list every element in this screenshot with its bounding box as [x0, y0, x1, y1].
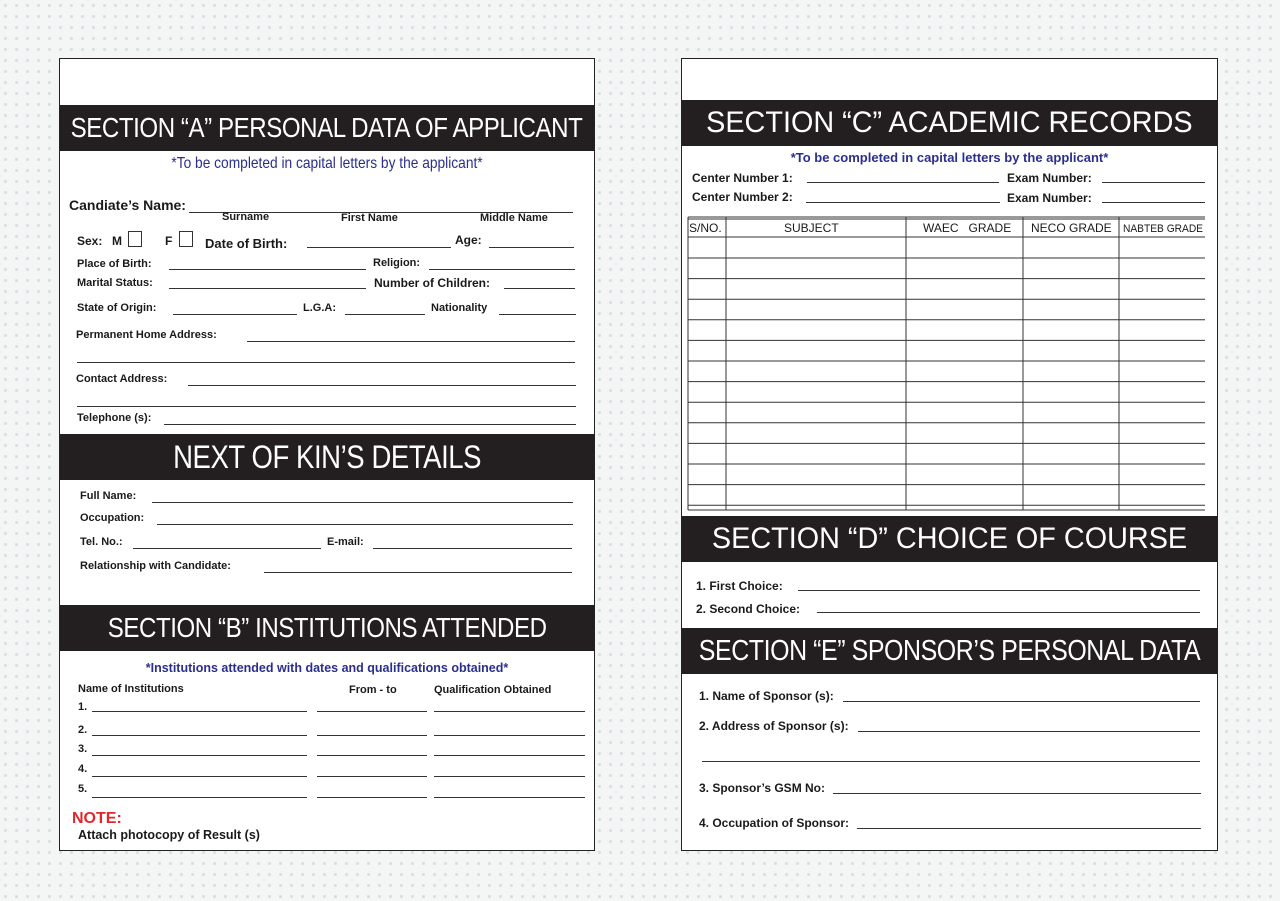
kin-occupation-field[interactable]: [157, 524, 573, 525]
section-a-title: SECTION “A” PERSONAL DATA OF APPLICANT: [71, 112, 583, 143]
state-of-origin-field[interactable]: [173, 314, 297, 315]
col-name-of-institutions: Name of Institutions: [78, 683, 184, 695]
dob-field[interactable]: [307, 247, 451, 248]
institution-name-field[interactable]: [92, 755, 307, 756]
section-e-header: [682, 628, 1217, 674]
place-of-birth-label: Place of Birth:: [77, 258, 152, 270]
kin-tel-field[interactable]: [133, 548, 321, 549]
religion-field[interactable]: [429, 269, 575, 270]
center-number-1-label: Center Number 1:: [692, 171, 793, 185]
th-sno: S/NO.: [689, 221, 722, 235]
kin-occupation-label: Occupation:: [80, 512, 145, 524]
section-b-header: [60, 605, 594, 651]
form-page-left: [59, 58, 595, 851]
from-to-field[interactable]: [317, 711, 427, 712]
age-label: Age:: [455, 233, 482, 247]
institution-name-field[interactable]: [92, 797, 307, 798]
candidate-name-label: Candiate’s Name:: [69, 197, 186, 213]
sex-f-checkbox[interactable]: [179, 231, 193, 247]
th-neco-grade: NECO GRADE: [1031, 221, 1112, 235]
contact-address-field-2[interactable]: [77, 406, 576, 407]
note-title: NOTE:: [72, 810, 122, 827]
col-from-to: From - to: [349, 684, 397, 696]
section-c-title: SECTION “C” ACADEMIC RECORDS: [706, 106, 1193, 139]
state-of-origin-label: State of Origin:: [77, 302, 157, 314]
col-qualification: Qualification Obtained: [434, 684, 552, 696]
institution-name-field[interactable]: [92, 735, 307, 736]
center-number-2-label: Center Number 2:: [692, 190, 793, 204]
surname-caption: Surname: [222, 211, 270, 223]
section-a-header: [60, 105, 594, 151]
sex-m-label: M: [112, 234, 122, 248]
row-number: 4.: [78, 763, 88, 775]
section-d-header: [682, 516, 1217, 562]
institution-name-field[interactable]: [92, 711, 307, 712]
section-c-note: *To be completed in capital letters by the applicant*: [790, 150, 1109, 165]
th-subject: SUBJECT: [784, 221, 839, 235]
section-e-title: SECTION “E” SPONSOR’S PERSONAL DATA: [698, 634, 1201, 667]
kin-relationship-label: Relationship with Candidate:: [80, 560, 231, 572]
sponsor-gsm-label: 3. Sponsor’s GSM No:: [699, 781, 826, 795]
qualification-field[interactable]: [434, 711, 585, 712]
row-number: 5.: [78, 783, 88, 795]
contact-address-field[interactable]: [188, 385, 576, 386]
section-d-title: SECTION “D” CHOICE OF COURSE: [711, 522, 1188, 555]
first-name-caption: First Name: [341, 212, 398, 224]
second-choice-field[interactable]: [817, 612, 1200, 613]
exam-number-2-label: Exam Number:: [1007, 191, 1092, 205]
home-address-field[interactable]: [247, 341, 575, 342]
sponsor-address-field[interactable]: [858, 731, 1200, 732]
next-of-kin-header: [60, 434, 594, 480]
kin-email-field[interactable]: [373, 548, 572, 549]
home-address-field-2[interactable]: [77, 362, 575, 363]
home-address-label: Permanent Home Address:: [76, 329, 217, 341]
religion-label: Religion:: [373, 257, 421, 269]
sex-f-label: F: [165, 234, 173, 248]
from-to-field[interactable]: [317, 797, 427, 798]
sponsor-occupation-label: 4. Occupation of Sponsor:: [699, 816, 850, 830]
first-choice-label: 1. First Choice:: [696, 579, 783, 593]
qualification-field[interactable]: [434, 755, 585, 756]
section-a-note: *To be completed in capital letters by the applicant*: [171, 155, 483, 172]
form-page-right: [681, 58, 1218, 851]
telephone-label: Telephone (s):: [77, 412, 152, 424]
qualification-field[interactable]: [434, 797, 585, 798]
section-b-note: *Institutions attended with dates and qualifications obtained*: [145, 661, 509, 675]
academic-records-table: [682, 59, 1219, 519]
kin-full-name-field[interactable]: [152, 502, 573, 503]
dob-label: Date of Birth:: [205, 236, 288, 251]
kin-tel-label: Tel. No.:: [80, 536, 123, 548]
row-number: 2.: [78, 724, 88, 736]
from-to-field[interactable]: [317, 735, 427, 736]
results-grid[interactable]: [688, 217, 1205, 510]
sponsor-occupation-field[interactable]: [857, 828, 1201, 829]
nationality-field[interactable]: [499, 314, 576, 315]
sponsor-name-label: 1. Name of Sponsor (s):: [699, 689, 834, 703]
next-of-kin-title: NEXT OF KIN’S DETAILS: [172, 438, 482, 475]
second-choice-label: 2. Second Choice:: [696, 602, 801, 616]
sex-m-checkbox[interactable]: [128, 231, 142, 247]
marital-status-field[interactable]: [169, 288, 366, 289]
kin-full-name-label: Full Name:: [80, 490, 137, 502]
th-waec-grade: WAEC GRADE: [923, 221, 1012, 235]
sponsor-address-label: 2. Address of Sponsor (s):: [699, 719, 849, 733]
age-field[interactable]: [489, 247, 574, 248]
from-to-field[interactable]: [317, 755, 427, 756]
note-text: Attach photocopy of Result (s): [78, 828, 260, 842]
children-label: Number of Children:: [374, 276, 490, 290]
first-choice-field[interactable]: [798, 590, 1200, 591]
lga-label: L.G.A:: [303, 302, 336, 314]
from-to-field[interactable]: [317, 776, 427, 777]
qualification-field[interactable]: [434, 735, 585, 736]
kin-email-label: E-mail:: [327, 536, 364, 548]
place-of-birth-field[interactable]: [169, 269, 366, 270]
exam-number-1-label: Exam Number:: [1007, 171, 1092, 185]
nationality-label: Nationality: [431, 302, 488, 314]
row-number: 3.: [78, 743, 88, 755]
sex-label: Sex:: [77, 234, 103, 248]
marital-status-label: Marital Status:: [77, 277, 153, 289]
sponsor-gsm-field[interactable]: [833, 793, 1201, 794]
row-number: 1.: [78, 701, 88, 713]
sponsor-address-field-2[interactable]: [702, 761, 1200, 762]
contact-address-label: Contact Address:: [76, 373, 168, 385]
qualification-field[interactable]: [434, 776, 585, 777]
section-b-title: SECTION “B” INSTITUTIONS ATTENDED: [107, 612, 547, 643]
th-nabteb-grade: NABTEB GRADE: [1123, 223, 1203, 235]
kin-relationship-field[interactable]: [264, 572, 572, 573]
sponsor-name-field[interactable]: [843, 701, 1200, 702]
lga-field[interactable]: [345, 314, 425, 315]
institution-name-field[interactable]: [92, 776, 307, 777]
middle-name-caption: Middle Name: [480, 212, 548, 224]
children-field[interactable]: [504, 288, 575, 289]
telephone-field[interactable]: [164, 424, 576, 425]
